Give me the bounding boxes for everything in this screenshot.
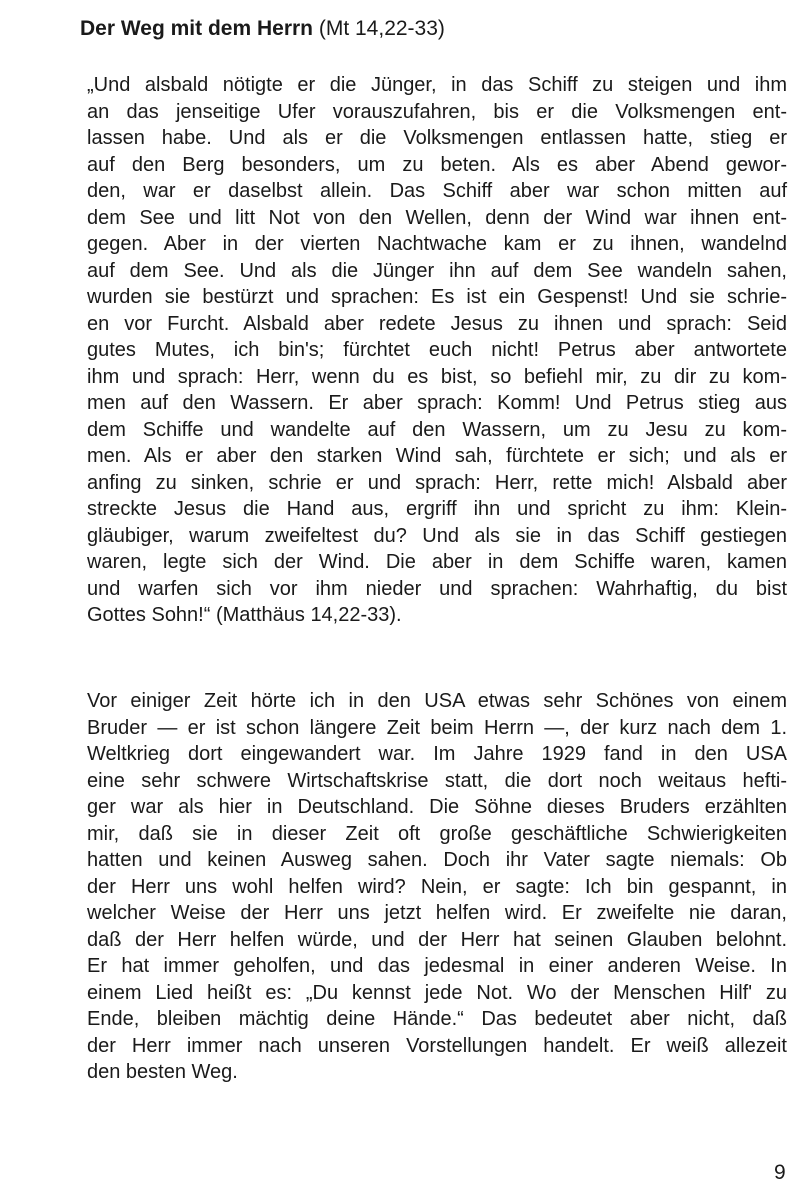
heading-scripture-reference: (Mt 14,22-33) (318, 17, 445, 40)
paragraph-line: Ende, bleiben mächtig deine Hände.“ Das bedeutet aber nicht, daß (87, 1008, 787, 1030)
section-heading (80, 14, 780, 44)
paragraph-line: men. Als er aber den starken Wind sah, fürchtete er sich; und als er (87, 445, 787, 467)
paragraph-line: daß der Herr helfen würde, und der Herr hat seinen Glauben belohnt. (87, 928, 787, 951)
paragraph-line: Vor einiger Zeit hörte ich in den USA etwas sehr Schönes von einem (87, 690, 787, 712)
paragraph-line: ihm und sprach: Herr, wenn du es bist, so befiehl mir, zu dir zu kom- (87, 365, 787, 388)
paragraph-line: mir, daß sie in dieser Zeit oft große geschäftliche Schwierigkeiten (87, 822, 787, 845)
paragraph-line: waren, legte sich der Wind. Die aber in dem Schiffe waren, kamen (87, 551, 787, 573)
paragraph-line: Er hat immer geholfen, und das jedesmal in einer anderen Weise. In (87, 955, 787, 977)
paragraph-line: gegen. Aber in der vierten Nachtwache kam er zu ihnen, wandelnd (87, 233, 787, 255)
paragraph-line: auf dem See. Und als die Jünger ihn auf dem See wandeln sahen, (87, 259, 787, 282)
paragraph-line: dem Schiffe und wandelte auf den Wassern, um zu Jesu zu kom- (87, 418, 787, 441)
paragraph-line: en vor Furcht. Alsbald aber redete Jesus zu ihnen und sprach: Seid (87, 312, 787, 335)
paragraph-line: welcher Weise der Herr uns jetzt helfen wird. Er zweifelte nie daran, (87, 902, 787, 924)
paragraph-line: den, war er daselbst allein. Das Schiff aber war schon mitten auf (87, 180, 787, 202)
paragraph-line: gutes Mutes, ich bin's; fürchtet euch nicht! Petrus aber antwortete (87, 339, 787, 361)
paragraph-line: Weltkrieg dort eingewandert war. Im Jahre 1929 fand in den USA (87, 743, 787, 765)
paragraph-line: lassen habe. Und als er die Volksmengen entlassen hatte, stieg er (87, 127, 787, 149)
paragraph-line: Gottes Sohn!“ (Matthäus 14,22-33). (87, 604, 402, 626)
paragraph-line: dem See und litt Not von den Wellen, denn der Wind war ihnen ent- (87, 206, 787, 229)
paragraph-line: der Herr uns wohl helfen wird? Nein, er sagte: Ich bin gespannt, in (87, 875, 787, 898)
paragraph-line: eine sehr schwere Wirtschaftskrise statt, die dort noch weitaus hefti- (87, 769, 787, 792)
commentary-paragraph (87, 688, 787, 1086)
paragraph-line: an das jenseitige Ufer vorauszufahren, bis er die Volksmengen ent- (87, 100, 787, 123)
paragraph-line: den besten Weg. (87, 1061, 238, 1083)
paragraph-line: und warfen sich vor ihm nieder und sprachen: Wahrhaftig, du bist (87, 577, 787, 600)
paragraph-line: Bruder — er ist schon längere Zeit beim Herrn —, der kurz nach dem 1. (87, 716, 787, 739)
paragraph-line: hatten und keinen Ausweg sahen. Doch ihr Vater sagte niemals: Ob (87, 849, 787, 871)
paragraph-line: ger war als hier in Deutschland. Die Söhne dieses Bruders erzählten (87, 796, 787, 818)
paragraph-line: anfing zu sinken, schrie er und sprach: Herr, rette mich! Alsbald aber (87, 471, 787, 494)
paragraph-line: gläubiger, warum zweifeltest du? Und als sie in das Schiff gestiegen (87, 524, 787, 547)
paragraph-line: wurden sie bestürzt und sprachen: Es ist ein Gespenst! Und sie schrie- (87, 286, 787, 308)
paragraph-line: der Herr immer nach unseren Vorstellungen handelt. Er weiß allezeit (87, 1034, 787, 1057)
paragraph-line: auf den Berg besonders, um zu beten. Als es aber Abend gewor- (87, 153, 787, 176)
paragraph-line: einem Lied heißt es: „Du kennst jede Not. Wo der Menschen Hilf' zu (87, 981, 787, 1004)
paragraph-line: men auf den Wassern. Er aber sprach: Komm! Und Petrus stieg aus (87, 392, 787, 414)
scripture-quote-paragraph (87, 72, 787, 629)
heading-title: Der Weg mit dem Herrn (80, 17, 313, 40)
paragraph-line: streckte Jesus die Hand aus, ergriff ihn und spricht zu ihm: Klein- (87, 498, 787, 520)
paragraph-line: „Und alsbald nötigte er die Jünger, in das Schiff zu steigen und ihm (87, 74, 787, 96)
page-number: 9 (774, 1161, 786, 1184)
